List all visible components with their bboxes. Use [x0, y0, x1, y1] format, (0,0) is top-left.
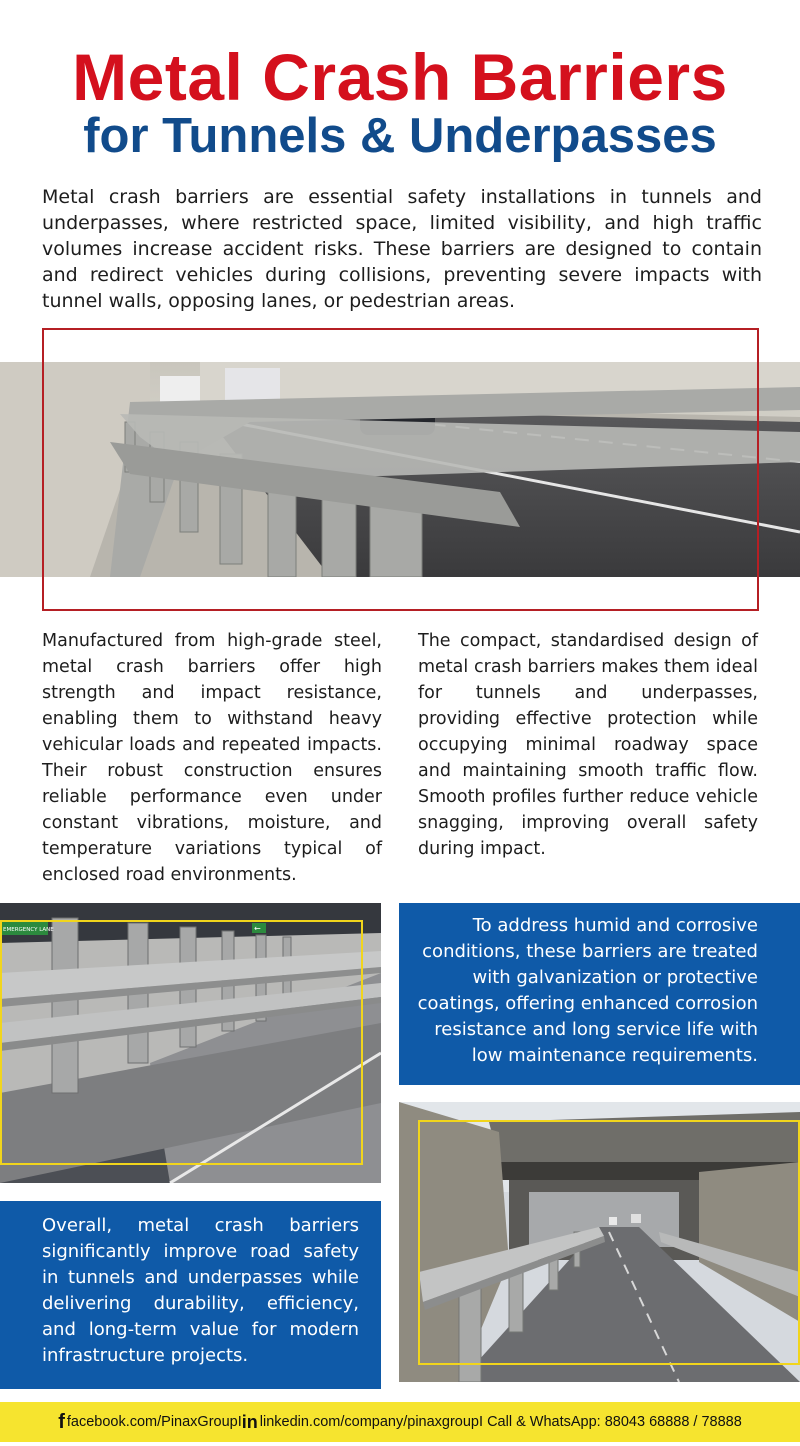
photo-frame-red [42, 328, 759, 611]
emergency-lane-sign: EMERGENCY LANE [3, 927, 54, 933]
corrosion-box [399, 903, 800, 1085]
overall-text: Overall, metal crash barriers significantly improve road safety in tunnels and underpasses while delivering durability, efficiency, and long-term value for modern infrastructure projects. [42, 1215, 359, 1366]
facebook-link[interactable]: facebook.com/PinaxGroup [66, 1414, 238, 1430]
intro-paragraph: Metal crash barriers are essential safety installations in tunnels and underpasses, where restricted space, limited visibility, and high traffic volumes increase accident risks. These barriers are designed to contain and redirect vehicles during collisions, preventing severe impacts with tunnel walls, opposing lanes, or pedestrian areas. [42, 186, 762, 312]
facebook-icon[interactable]: f [58, 1410, 65, 1433]
page-title: Metal Crash Barriers [72, 40, 728, 114]
footer-separator: I [237, 1414, 242, 1430]
page-subtitle: for Tunnels & Underpasses [83, 109, 717, 163]
corrosion-text: To address humid and corrosive conditions, these barriers are treated with galvanization or protective coatings, offering enhanced corrosion resistance and long service life with low maintenance requirements. [417, 915, 758, 1066]
paragraph-manufacturing: Manufactured from high-grade steel, metal crash barriers offer high strength and impact resistance, enabling them to withstand heavy vehicular loads and repeated impacts. Their robust construction ensures reliable performance even under constant vibrations, moisture, and temperature variations typical of enclosed road environments. [42, 631, 382, 885]
photo-frame-yellow-right [418, 1120, 800, 1365]
linkedin-icon[interactable]: in [241, 1411, 258, 1432]
footer-contact-bar [0, 1402, 800, 1442]
paragraph-design: The compact, standardised design of metal crash barriers makes them ideal for tunnels and underpasses, providing effective protection while occupying minimal roadway space and maintaining smooth traffic flow. Smooth profiles further reduce vehicle snagging, improving overall safety during impact. [418, 631, 758, 859]
contact-numbers: I Call & WhatsApp: 88043 68888 / 78888 [479, 1414, 742, 1430]
linkedin-link[interactable]: linkedin.com/company/pinaxgroup [259, 1414, 480, 1430]
photo-frame-yellow-left [0, 920, 363, 1165]
exit-sign: ← [254, 924, 261, 933]
overall-box [0, 1201, 381, 1389]
